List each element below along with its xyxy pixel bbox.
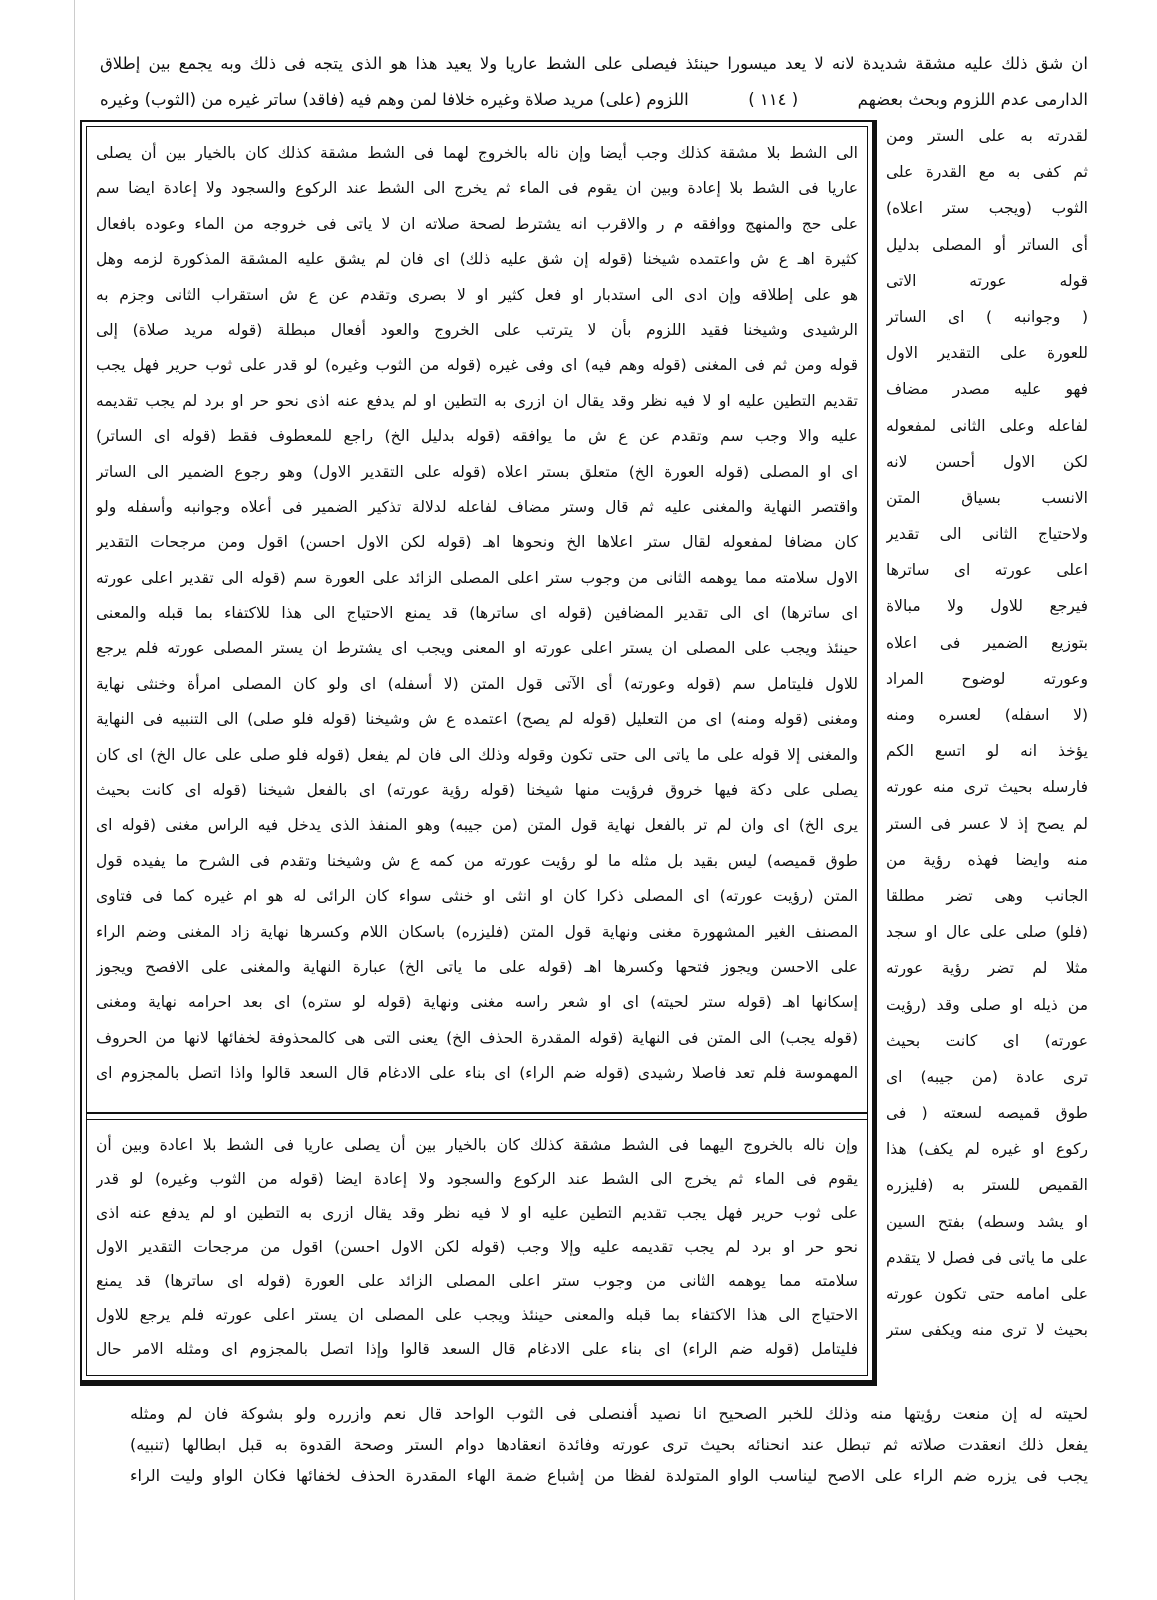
text-line: ومغنى (قوله ومنه) اى من التعليل (قوله لم يصح) اعتمده ع ش وشيخنا (قوله فلو صلى) الى التنبيه فى النهاية [96,710,858,729]
text-line: او يشد وسطه) بفتح السين [886,1212,1088,1231]
text-line: على ما ياتى فى فصل لا يتقدم [886,1248,1088,1267]
text-line: يفعل ذلك انعقدت صلاته ثم تبطل عند انحنائه بحيث ترى عورته وفائدة انعقادها دوام الستر وصحة القدوة به قبل ابطالها (تنبيه) [130,1435,1088,1454]
text-line: فارسله بحيث ترى منه عورته [886,778,1088,797]
text-line: كان مضافا لمفعوله لقال ستر اعلاها الخ ونحوها اهـ (قوله لكن الاول احسن) اقول ومن مرجحات التقدير [96,533,858,552]
text-line: طوق قميصه لسعته ( فى [886,1104,1088,1123]
text-line: الثوب (ويجب ستر اعلاه) [886,199,1088,218]
text-line: اى ساترها) اى الى تقدير المضافين (قوله اى ساترها) قد يمنع الاحتياج الى هذا للاكتفاء بما قبله والمعنى [96,604,858,623]
text-line: ركوع او غيره لم يكف) هذا [886,1140,1088,1159]
text-line: ثم كفى به مع القدرة على [886,163,1088,182]
text-segment: اللزوم (على) مريد صلاة وغيره خلافا لمن وهم فيه (فاقد) ساتر غيره من (الثوب) وغيره [100,90,689,109]
text-line-with-page-number [100,82,1088,118]
text-line: يجب فى يزره ضم الراء على الاصح ليناسب الواو المتولدة لفظا من إشباع ضمة الهاء المقدرة الحذف لخفائها فكان الواو وليت الراء [130,1466,1088,1485]
text-line: للعورة على التقدير الاول [886,344,1088,363]
text-line: (قوله يجب) الى المتن فى النهاية (قوله المقدرة الحذف الخ) يعنى التى هى كالمحذوفة لخفائها لانها من الحروف [96,1028,858,1047]
text-line: حينئذ ويجب على المصلى ان يستر اعلى عورته او المعنى ويجب اى يشترط ان يستر المصلى عورته فلم يرجع [96,639,858,658]
commentary-lower [96,1128,858,1366]
text-line: أى الساتر أو المصلى بدليل [886,235,1088,254]
text-line: ترى عادة (من جيبه) اى [886,1067,1088,1086]
text-line: مثلا لم تضر رؤية عورته [886,959,1088,978]
text-line: لفاعله وعلى الثانى لمفعوله [886,416,1088,435]
section-divider [86,1112,868,1120]
commentary-upper [96,136,858,1092]
text-line: عليه والا وجب سم وتقدم عن ع ش ما يوافقه (قوله بدليل الخ) راجع للمعطوف فقط (قوله اى الساتر) [96,427,858,446]
text-line: وعورته لوضوح المراد [886,669,1088,688]
text-line: القميص للستر به (فليزره [886,1176,1088,1195]
text-line: سلامته مما يوهمه الثانى من وجوب ستر اعلى المصلى الزائد على العورة (قوله اى ساترها) قد يمنع [96,1272,858,1290]
text-line: الاحتياج الى هذا الاكتفاء بما قبله والمعنى حينئذ ويجب على المصلى ان يستر اعلى عورته فلم يرجع للاول [96,1306,858,1324]
text-line: بتوزيع الضمير فى اعلاه [886,633,1088,652]
text-line: يرى الخ) اى وان لم تر بالفعل نهاية قول المتن (من جيبه) وهو المنفذ الذى يدخل فيه الراس مغنى (قوله اى [96,816,858,835]
text-line: يقوم فى الماء ثم يخرج الى الشط عند الركوع والسجود ولا إعادة ايضا (قوله من الثوب وغيره) لو قدر [96,1170,858,1188]
text-line: فيرجع للاول ولا مبالاة [886,597,1088,616]
text-line: اى او المصلى (قوله العورة الخ) متعلق بستر اعلاه (قوله على التقدير الاول) وهو رجوع الضمير الى الساتر [96,462,858,481]
commentary-box [80,120,877,1386]
text-line: ولاحتياج الثانى الى تقدير [886,525,1088,544]
text-line: واقتصر النهاية والمغنى عليه ثم قال وستر مضاف لفاعله لدلالة تذكير الضمير فى أعلاه وجوانبه وأسفله ولو [96,497,858,516]
text-line: فهو عليه مصدر مضاف [886,380,1088,399]
text-line: قوله عورته الاتى [886,271,1088,290]
text-line: بحيث لا ترى منه ويكفى ستر [886,1321,1088,1340]
text-line: على ثوب حرير فهل يجب تقديم التطين عليه او لا فيه نظر وقد يقال ازرى به التطين او لم يدفع عنه اذى [96,1204,858,1222]
text-line: عورته) اى كانت بحيث [886,1031,1088,1050]
text-line: المهموسة فلم تعد فاصلا رشيدى (قوله ضم الراء) اى بناء على الادغام قال السعد قالوا واذا اتصل بالمجزوم اى [96,1064,858,1083]
text-line: هو على إطلاقه وإن ادى الى استدبار او فعل كثير او لا بصرى وتقدم عن ع ش استقراب الثانى وجزم به [96,285,858,304]
text-line: اعلى عورته اى ساترها [886,561,1088,580]
page-number: ( ١١٤ ) [748,90,799,109]
text-line: الاول سلامته مما يوهمه الثانى من وجوب ستر اعلى المصلى الزائد على العورة سم (قوله الى تقدير اعلى عورته [96,568,858,587]
text-line: لقدرته به على الستر ومن [886,127,1088,145]
text-segment: الدارمى عدم اللزوم وبحث بعضهم [857,90,1088,109]
text-line: تقديم التطين عليه او لا فيه نظر وقد يقال ان ازرى به التطين او لم يدفع عنه اذى نحو حر او برد لم يجب تقديمه [96,391,858,410]
text-line: وإن ناله بالخروج اليهما فى الشط مشقة كذلك كان بالخيار بين أن يصلى عاريا فى الشط بلا اعادة وبين أن [96,1136,858,1154]
text-line: المصنف الغير المشهورة مغنى ونهاية قول المتن (فليزره) باسكان اللام وكسرها نهاية زاد المغنى وضم الراء [96,922,858,941]
text-line: إسكانها اهـ (قوله ستر لحيته) اى او شعر راسه مغنى ونهاية (قوله لو ستره) اى بعد احرامه نهاية ومغنى [96,993,858,1012]
text-line: الى الشط بلا مشقة كذلك وجب أيضا وإن ناله بالخروج لهما فى الشط مشقة كذلك كان بالخيار بين أن يصلى [96,144,858,162]
main-text-top [100,46,1088,118]
text-line: الرشيدى وشيخنا فقيد اللزوم بأن لا يترتب على الخروج والعود أفعال مبطلة (قوله مريد صلاة) إلى [96,320,858,339]
text-line: كثيرة اهـ ع ش واعتمده شيخنا (قوله إن شق عليه ذلك) اى فان لم يشق عليه المشقة المذكورة لزمه وهل [96,250,858,269]
text-line: ان شق ذلك عليه مشقة شديدة لانه لا يعد ميسورا حينئذ فيصلى على الشط عاريا ولا يعيد هذا هو الذى يتجه فى ذلك وبه يجمع بين إطلاق [100,54,1088,73]
text-line: والمغنى إلا قوله على ما ياتى الى حتى تكون وقوله وذلك الى فان لم يفعل (قوله فلو صلى على عال الخ) اى كان [96,745,858,764]
text-line: (لا اسفله) لعسره ومنه [886,706,1088,724]
text-line: يصلى على دكة فيها خروق فرؤيت منها شيخنا (قوله رؤية عورته) اى بالفعل شيخنا (قوله اى كانت بحيث [96,781,858,800]
text-line: الجانب وهى تضر مطلقا [886,886,1088,905]
text-line: لحيته له إن منعت رؤيتها منه وذلك للخبر الصحيح انا نصيد أفنصلى فى الثوب الواحد قال نعم وازرره ولو بشوكة فان لم ومثله [130,1404,1088,1423]
scan-edge-line [74,0,75,1600]
text-line: المتن (رؤيت عورته) اى المصلى ذكرا كان او انثى او خنثى سواء كان الرائى له هو ام غيره كما فى فتاوى [96,887,858,906]
text-line: للاول فليتامل سم (قوله وعورته) أى الآتى قول المتن (لا أسفله) اى ولو كان المصلى امرأة وخنثى نهاية [96,674,858,693]
side-column-text [886,118,1088,1348]
text-line: على حج والمنهج ووافقه م ر والاقرب انه يشترط لصحة صلاته ان لا ياتى فى خروجه من الماء وعوده بافعال [96,214,858,233]
text-line: لم يصح إذ لا عسر فى الستر [886,814,1088,833]
text-line: فليتامل (قوله ضم الراء) اى بناء على الادغام قال السعد قالوا وإذا اتصل بالمجزوم اى ومثله الامر حال [96,1340,858,1358]
text-line: يؤخذ انه لو اتسع الكم [886,742,1088,761]
text-line: الانسب بسياق المتن [886,488,1088,507]
text-line: على الاحسن ويجوز فتحها وكسرها اهـ (قوله على ما ياتى الخ) عبارة النهاية والمغنى على الافصح ويجوز [96,957,858,976]
text-line: من ذيله او صلى وقد (رؤيت [886,995,1088,1014]
text-line: قوله ومن ثم فى المغنى (قوله وهم فيه) اى وفى غيره (قوله من الثوب وغيره) لو قدر على ثوب حرير فهل يجب [96,356,858,375]
text-line: (فلو) صلى على عال او سجد [886,923,1088,942]
text-line: لكن الاول أحسن لانه [886,452,1088,471]
text-line: على امامه حتى تكون عورته [886,1285,1088,1303]
text-line: منه وايضا فهذه رؤية من [886,850,1088,869]
text-line: طوق قميصه) ليس بقيد بل مثله ما لو رؤيت عورته من كمه ع ش وشيخنا وتقدم فى الشرح ما يفيده قول [96,851,858,870]
text-line: نحو حر او برد لم يجب تقديمه عليه وإلا وجب (قوله لكن الاول احسن) اقول من مرجحات التقدير الاول [96,1238,858,1256]
text-line: ( وجوانبه ) اى الساتر [886,307,1088,326]
text-line: عاريا فى الشط بلا إعادة وبين ان يقوم فى الماء ثم يخرج الى الشط عند الركوع والسجود ولا إعادة ايضا سم [96,179,858,198]
main-text-bottom [130,1398,1088,1491]
